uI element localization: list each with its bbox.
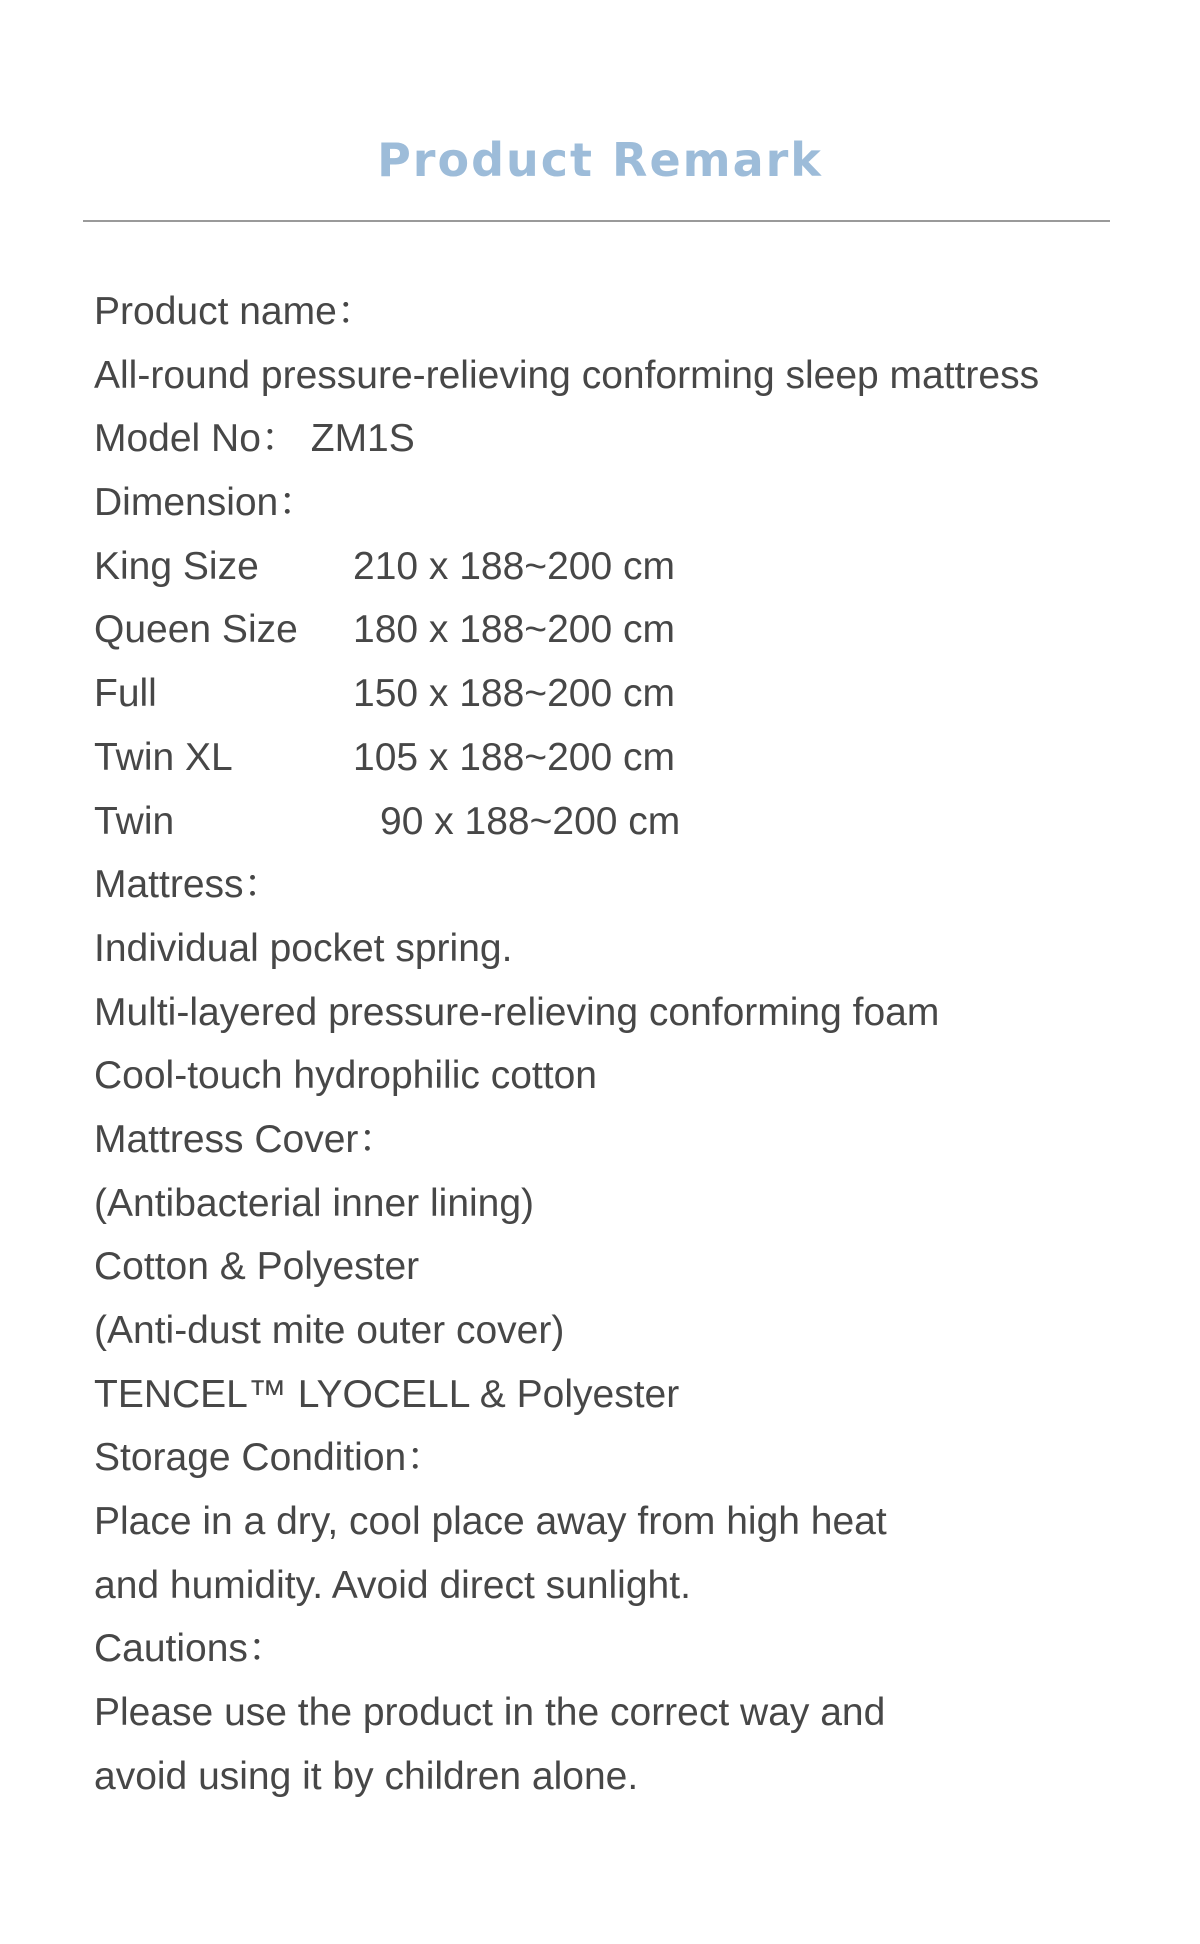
size-name: Full (94, 672, 157, 716)
storage-label: Storage Condition： (94, 1436, 446, 1480)
product-remark-body (94, 280, 1174, 1809)
cover-line: TENCEL™ LYOCELL & Polyester (94, 1372, 680, 1416)
cautions-line: avoid using it by children alone. (94, 1754, 639, 1798)
title-divider (83, 220, 1110, 222)
size-name: Twin (94, 799, 175, 843)
size-value: 105 x 188~200 cm (353, 735, 675, 779)
size-row-twin-xl (94, 726, 1174, 790)
size-name: King Size (94, 544, 259, 588)
cover-line: Cotton & Polyester (94, 1245, 420, 1289)
size-name: Twin XL (94, 735, 233, 779)
cover-line: (Anti-dust mite outer cover) (94, 1309, 565, 1352)
size-row-full (94, 662, 1174, 726)
mattress-label: Mattress： (94, 863, 283, 907)
cover-line: (Antibacterial inner lining) (94, 1181, 535, 1225)
size-name: Queen Size (94, 608, 298, 652)
page-title: Product Remark (377, 133, 823, 187)
size-row-king (94, 535, 1174, 599)
cover-label: Mattress Cover： (94, 1117, 398, 1161)
size-row-queen (94, 598, 1174, 662)
product-name-label: Product name： (94, 290, 376, 333)
size-row-twin (94, 790, 1174, 854)
model-number: Model No： ZM1S (94, 417, 415, 461)
cautions-label: Cautions： (94, 1627, 287, 1671)
size-value: 210 x 188~200 cm (353, 544, 675, 588)
storage-line: and humidity. Avoid direct sunlight. (94, 1563, 691, 1607)
size-value: 150 x 188~200 cm (353, 672, 675, 716)
mattress-line: Individual pocket spring. (94, 926, 513, 970)
mattress-line: Cool-touch hydrophilic cotton (94, 1054, 597, 1098)
storage-line: Place in a dry, cool place away from high heat (94, 1500, 887, 1544)
size-value: 90 x 188~200 cm (380, 799, 681, 843)
size-value: 180 x 188~200 cm (353, 608, 675, 652)
dimension-label: Dimension： (94, 481, 318, 525)
mattress-line: Multi-layered pressure-relieving conforming foam (94, 990, 940, 1034)
product-name-value: All-round pressure-relieving conforming sleep mattress (94, 353, 1040, 397)
cautions-line: Please use the product in the correct way and (94, 1691, 886, 1735)
